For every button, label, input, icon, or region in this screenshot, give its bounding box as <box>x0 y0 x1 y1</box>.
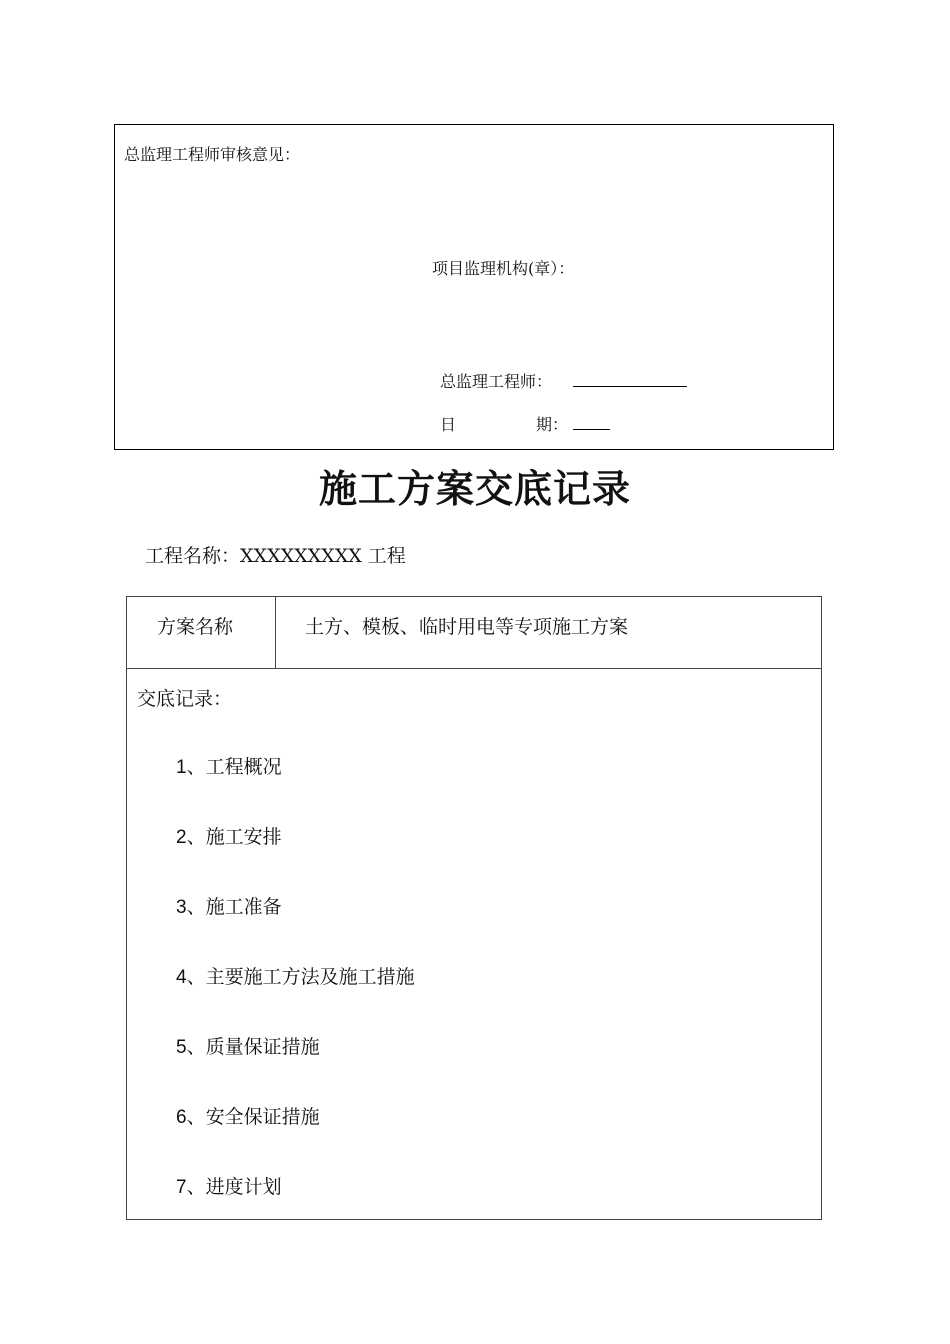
plan-name-label: 方案名称 <box>157 616 234 638</box>
review-opinion-label: 总监理工程师审核意见： <box>124 145 301 164</box>
date-label-part1: 日 <box>440 415 457 434</box>
review-box <box>114 124 834 450</box>
list-item-number: 5 <box>176 1037 187 1058</box>
project-name-label: 工程名称： <box>145 545 241 567</box>
list-item-number: 2 <box>176 827 187 848</box>
supervision-org-seal-label: 项目监理机构(章）： <box>432 259 575 278</box>
chief-engineer-signature-line <box>573 369 687 387</box>
project-name-line <box>145 541 406 568</box>
list-item-number: 3 <box>176 897 187 918</box>
project-name-value: XXXXXXXXX 工程 <box>240 545 406 567</box>
list-item <box>176 1032 320 1059</box>
list-item-text: 、进度计划 <box>186 1176 282 1198</box>
briefing-record-label: 交底记录： <box>137 688 233 710</box>
date-label-part2: 期： <box>536 415 569 434</box>
table-row-divider <box>126 668 822 669</box>
list-item <box>176 962 415 989</box>
list-item <box>176 1102 320 1129</box>
table-column-divider <box>275 596 276 668</box>
list-item-text: 、施工安排 <box>186 826 282 848</box>
list-item <box>176 1172 282 1199</box>
list-item-text: 、安全保证措施 <box>186 1106 320 1128</box>
list-item-number: 6 <box>176 1107 187 1128</box>
page-title: 施工方案交底记录 <box>318 466 631 511</box>
list-item-text: 、施工准备 <box>186 896 282 918</box>
list-item-text: 、质量保证措施 <box>186 1036 320 1058</box>
date-fill-line <box>573 412 610 430</box>
list-item <box>176 822 282 849</box>
list-item-number: 7 <box>176 1177 187 1198</box>
plan-name-value: 土方、模板、临时用电等专项施工方案 <box>305 616 629 638</box>
list-item <box>176 752 282 779</box>
list-item <box>176 892 282 919</box>
list-item-number: 1 <box>176 757 187 778</box>
list-item-number: 4 <box>176 967 187 988</box>
list-item-text: 、主要施工方法及施工措施 <box>186 966 415 988</box>
chief-engineer-label: 总监理工程师： <box>440 372 553 391</box>
list-item-text: 、工程概况 <box>186 756 282 778</box>
